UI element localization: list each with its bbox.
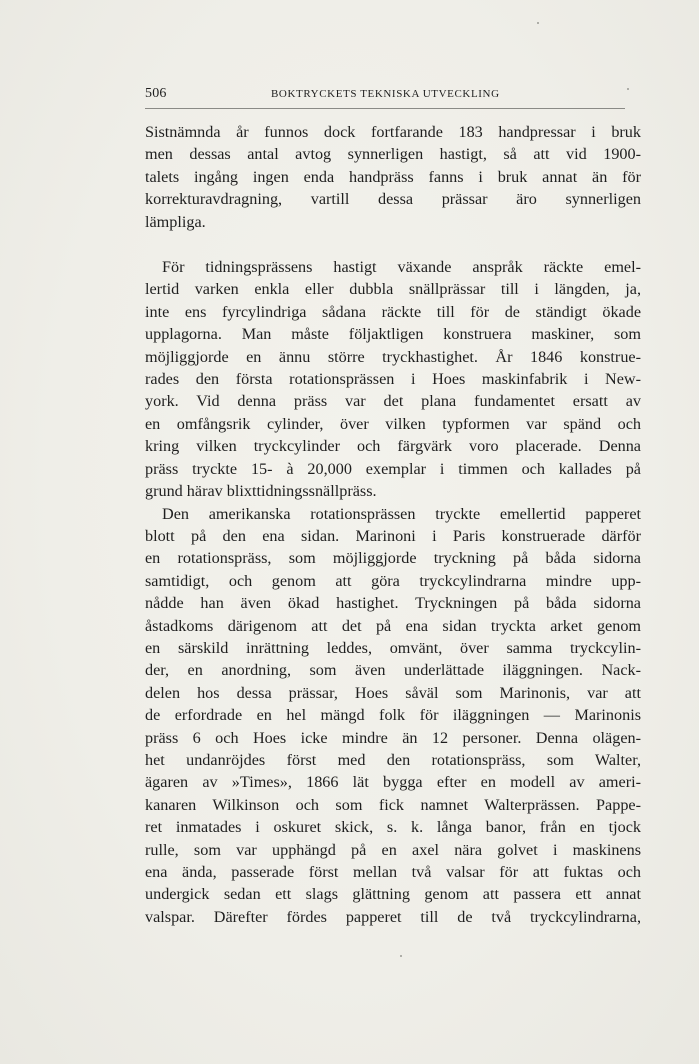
- running-title: BOKTRYCKETS TEKNISKA UTVECKLING: [271, 88, 500, 100]
- text-line: ena ända, passerade först mellan två valsar för att fuktas och: [145, 863, 641, 881]
- text-line: präss tryckte 15- à 20,000 exemplar i timmen och kallades på: [145, 459, 641, 478]
- text-line: För tidningsprässens hastigt växande anspråk räckte emel-: [162, 258, 641, 277]
- text-line: korrekturavdragning, vartill dessa prässar äro synnerligen: [145, 190, 641, 209]
- text-line: kanaren Wilkinson och som fick namnet Walterprässen. Pappe-: [145, 795, 641, 814]
- text-line: de erfordrade en hel mängd folk för iläggningen — Marinonis: [145, 706, 641, 725]
- text-line: upplagorna. Man måste följaktligen konstruera maskiner, som: [145, 325, 641, 344]
- text-line: undergick sedan ett slags glättning genom att passera ett annat: [145, 885, 641, 904]
- text-line: york. Vid denna präss var det plana fundamentet ersatt av: [145, 392, 641, 411]
- text-line: rulle, som var upphängd på en axel nära golvet i maskinens: [145, 840, 641, 859]
- text-line: grund härav blixttidningssnällpräss.: [145, 482, 377, 501]
- text-line: Sistnämnda år funnos dock fortfarande 183 handpressar i bruk: [145, 123, 641, 141]
- body-text: [145, 121, 641, 928]
- text-line: Den amerikanska rotationsprässen tryckte emellertid papperet: [162, 504, 641, 523]
- text-line: der, en anordning, som även underlättade iläggningen. Nack-: [145, 661, 641, 680]
- paragraph-1: [145, 121, 641, 233]
- text-line: åstadkoms därigenom att det på ena sidan tryckta arket genom: [145, 616, 641, 635]
- page-number: 506: [145, 86, 167, 101]
- text-line: präss 6 och Hoes icke mindre än 12 personer. Denna olägen-: [145, 728, 641, 747]
- text-line: kring vilken tryckcylinder och färgvärk voro placerade. Denna: [145, 437, 641, 456]
- text-line: men dessas antal avtog synnerligen hastigt, så att vid 1900-: [145, 145, 641, 164]
- text-line: ret inmatades i oskuret skick, s. k. långa banor, från en tjock: [145, 818, 641, 837]
- text-line: inte ens fyrcylindriga sådana räckte till för de ständigt ökade: [145, 302, 641, 321]
- speck-mark: [400, 955, 402, 957]
- text-line: delen hos dessa prässar, Hoes såväl som Marinonis, var att: [145, 683, 641, 702]
- text-line: lertid varken enkla eller dubbla snällprässar till i längden, ja,: [145, 280, 641, 299]
- text-line: het undanröjdes först med den rotationspräss, som Walter,: [145, 750, 641, 769]
- page-header: [145, 86, 625, 109]
- text-line: en rotationspräss, som möjliggjorde tryckning på båda sidorna: [145, 549, 641, 568]
- speck-mark: [627, 88, 629, 90]
- speck-mark: [537, 22, 539, 24]
- text-line: ägaren av »Times», 1866 lät bygga efter en modell av ameri-: [145, 773, 641, 792]
- text-line: rades den första rotationsprässen i Hoes maskinfabrik i New-: [145, 370, 641, 389]
- text-line: en särskild inrättning leddes, omvänt, över samma tryckcylin-: [145, 638, 641, 657]
- text-line: möjliggjorde en ännu större tryckhastighet. År 1846 konstrue-: [145, 347, 641, 366]
- paragraph-gap: [145, 233, 641, 256]
- paragraph-2: [145, 256, 641, 928]
- text-line: en omfångsrik cylinder, över vilken typformen var spänd och: [145, 414, 641, 433]
- text-line: talets ingång ingen enda handpräss fanns i bruk annat än för: [145, 167, 641, 186]
- text-line: lämpliga.: [145, 212, 206, 231]
- text-line: blott på den ena sidan. Marinoni i Paris konstruerade därför: [145, 526, 641, 545]
- text-line: valspar. Därefter fördes papperet till de två tryckcylindrarna,: [145, 907, 641, 926]
- text-line: samtidigt, och genom att göra tryckcylindrarna mindre upp-: [145, 571, 641, 590]
- text-line: nådde han även ökad hastighet. Tryckningen på båda sidorna: [145, 594, 641, 613]
